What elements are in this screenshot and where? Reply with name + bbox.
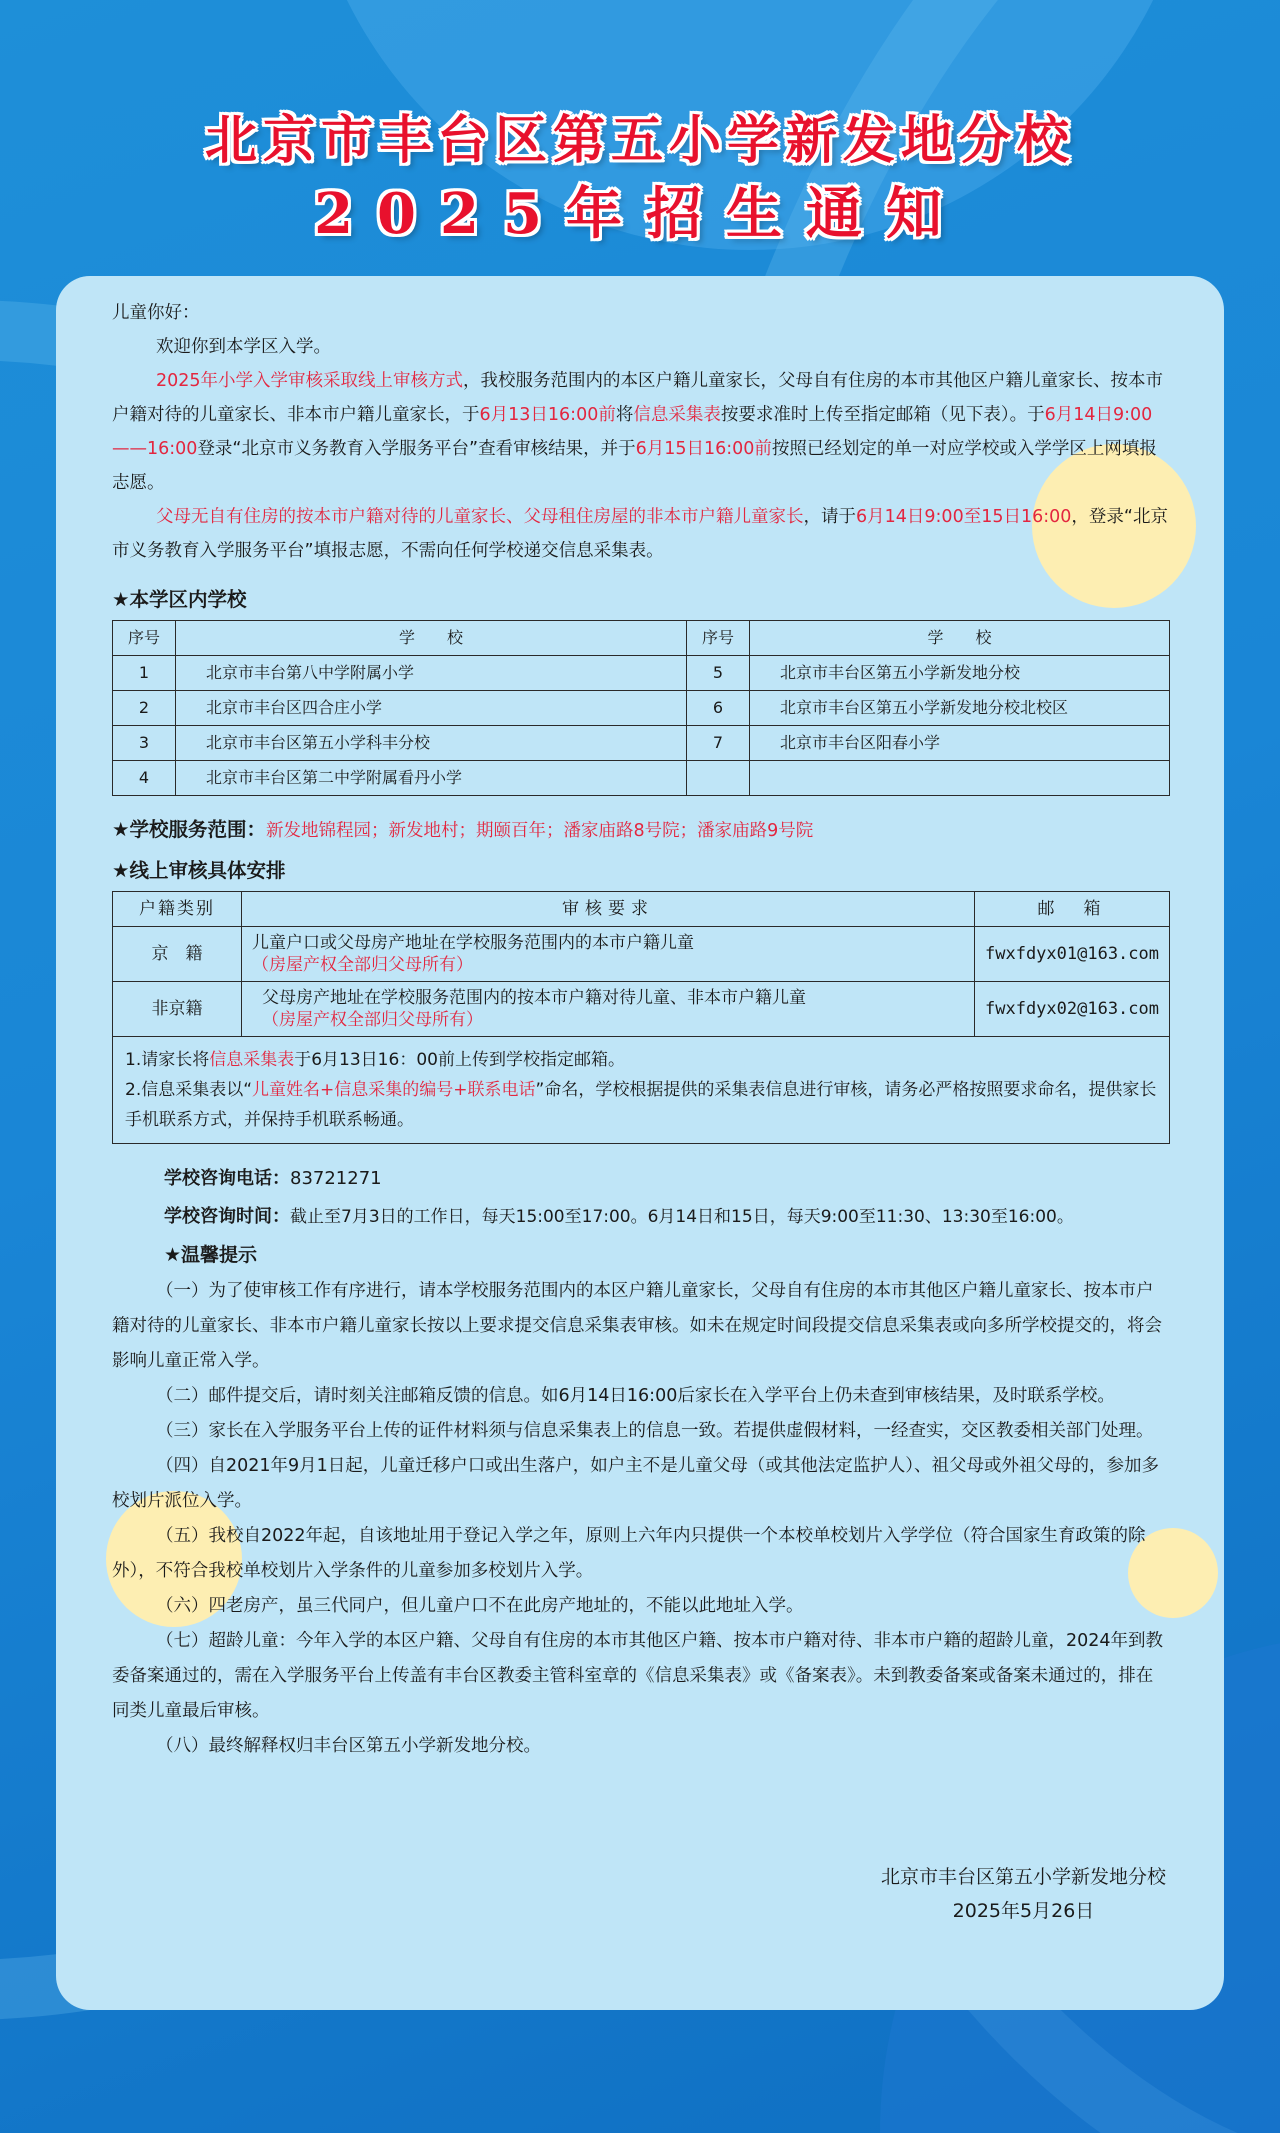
cell: 北京市丰台区第五小学新发地分校: [750, 656, 1170, 691]
service-label: ★学校服务范围：: [112, 818, 266, 841]
highlight: 6月15日16:00前: [635, 439, 772, 459]
contact-info: [112, 1160, 1170, 1274]
highlight: 父母无自有住房的按本市户籍对待的儿童家长、父母租住房屋的非本市户籍儿童家长: [156, 507, 804, 527]
table-header: [113, 892, 1170, 927]
text: ，我校服务范围内的本区户籍儿童家长，父母自有住房的本市其他区户籍儿童家长、按本市户籍对待的儿童家长、非本市户籍儿童家长，于: [112, 371, 1164, 425]
table-row: [113, 982, 1170, 1037]
cell: 4: [113, 761, 176, 796]
highlight: 6月14日9:00——16:00: [112, 405, 1153, 459]
signature-org: 北京市丰台区第五小学新发地分校: [880, 1866, 1166, 1888]
table-row: [113, 726, 1170, 761]
cell: 6: [687, 691, 750, 726]
intro-paragraph-2: [112, 500, 1170, 568]
audit-heading: ★线上审核具体安排: [112, 859, 286, 882]
text: ，登录“北京市义务教育入学服务平台”填报志愿，不需向任何学校递交信息采集表。: [112, 507, 1168, 561]
signature-date: 2025年5月26日: [952, 1900, 1095, 1922]
cell: 3: [113, 726, 176, 761]
cell: 北京市丰台第八中学附属小学: [176, 656, 687, 691]
cell: 北京市丰台区四合庄小学: [176, 691, 687, 726]
highlight: 2025年小学入学审核采取线上审核方式: [156, 371, 464, 391]
highlight: 信息采集表: [633, 405, 721, 425]
col-school: 学 校: [750, 621, 1170, 656]
cell: 2: [113, 691, 176, 726]
text: ”命名，学校根据提供的采集表信息进行审核，请务必严格按照要求命名，提供家长手机联系方式，并保持手机联系畅通。: [125, 1080, 1157, 1130]
contact-phone: [164, 1160, 1170, 1198]
tip-item: （二）邮件提交后，请时刻关注邮箱反馈的信息。如6月14日16:00后家长在入学平台上仍未查到审核结果，及时联系学校。: [156, 1386, 1115, 1406]
requirement-text: 儿童户口或父母房产地址在学校服务范围内的本市户籍儿童: [252, 933, 694, 953]
label: 学校咨询时间：: [164, 1206, 290, 1227]
phone-number: 83721271: [290, 1168, 382, 1189]
consult-time: 截止至7月3日的工作日，每天15:00至17:00。6月14日和15日，每天9:00至11:30、13:30至16:00。: [290, 1207, 1074, 1227]
requirement-text: 父母房产地址在学校服务范围内的按本市户籍对待儿童、非本市户籍儿童: [262, 988, 806, 1008]
highlight: 信息采集表: [209, 1050, 295, 1070]
table-row: [113, 656, 1170, 691]
welcome-text: 欢迎你到本学区入学。: [156, 337, 331, 357]
highlight: 儿童姓名+信息采集的编号+联系电话: [252, 1080, 536, 1100]
tip-item: （七）超龄儿童：今年入学的本区户籍、父母自有住房的本市其他区户籍、按本市户籍对待、非本市户籍的超龄儿童，2024年到教委备案通过的，需在入学服务平台上传盖有丰台区教委主管科室章的《信息采集表》或《备案表》。未到教委备案或备案未通过的，排在同类儿童最后审核。: [112, 1631, 1164, 1721]
text: 按照已经划定的单一对应学校或入学学区上网填报志愿。: [112, 439, 1157, 493]
cell: 北京市丰台区第五小学新发地分校北校区: [750, 691, 1170, 726]
col-type: 户籍类别: [113, 892, 242, 927]
schools-heading: ★本学区内学校: [112, 588, 247, 611]
cell: [242, 927, 975, 982]
tip-item: （六）四老房产，虽三代同户，但儿童户口不在此房产地址的，不能以此地址入学。: [156, 1596, 804, 1616]
table-header: [113, 621, 1170, 656]
text: ，请于: [803, 507, 856, 527]
table-row: [113, 927, 1170, 982]
page-subtitle: 2025年招生通知: [314, 181, 966, 247]
email-address: fwxfdyx01@163.com: [975, 927, 1170, 982]
tip-item: （一）为了使审核工作有序进行，请本学校服务范围内的本区户籍儿童家长，父母自有住房的本市其他区户籍儿童家长、按本市户籍对待的儿童家长、非本市户籍儿童家长按以上要求提交信息采集表审核。如未在规定时间段提交信息采集表或向多所学校提交的，将会影响儿童正常入学。: [112, 1281, 1162, 1371]
email-address: fwxfdyx02@163.com: [975, 982, 1170, 1037]
cell: [242, 982, 975, 1037]
cell: 北京市丰台区阳春小学: [750, 726, 1170, 761]
cell: 北京市丰台区第五小学科丰分校: [176, 726, 687, 761]
service-value: 新发地锦程园；新发地村；期颐百年；潘家庙路8号院；潘家庙路9号院: [265, 821, 814, 841]
greeting: 儿童你好：: [112, 303, 200, 323]
cell: 1: [113, 656, 176, 691]
col-requirement: 审核要求: [242, 892, 975, 927]
highlight: 6月13日16:00前: [479, 405, 616, 425]
text: 于6月13日16：00前上传到学校指定邮箱。: [294, 1050, 625, 1070]
page-title: 北京市丰台区第五小学新发地分校: [204, 110, 1075, 171]
text: 1.请家长将: [125, 1050, 210, 1070]
text: 将: [615, 405, 634, 425]
col-no: 序号: [113, 621, 176, 656]
cell: 京 籍: [113, 927, 242, 982]
table-row: [113, 761, 1170, 796]
label: 学校咨询电话：: [164, 1168, 290, 1189]
audit-table: [112, 891, 1170, 1144]
notes-row: [113, 1037, 1170, 1144]
tip-item: （五）我校自2022年起，自该地址用于登记入学之年，原则上六年内只提供一个本校单校划片入学学位（符合国家生育政策的除外），不符合我校单校划片入学条件的儿童参加多校划片入学。: [112, 1526, 1146, 1581]
notice-content: [112, 296, 1170, 1764]
service-range: [112, 810, 1170, 851]
col-mail: 邮 箱: [975, 892, 1170, 927]
signature: [881, 1860, 1166, 1928]
note-1: [125, 1045, 1157, 1075]
schools-table: [112, 620, 1170, 796]
cell: 5: [687, 656, 750, 691]
col-school: 学 校: [176, 621, 687, 656]
highlight: 6月14日9:00至15日16:00: [856, 507, 1072, 527]
cell: [113, 1037, 1170, 1144]
tip-item: （八）最终解释权归丰台区第五小学新发地分校。: [156, 1736, 541, 1756]
cell: [687, 761, 750, 796]
col-no: 序号: [687, 621, 750, 656]
cell: [750, 761, 1170, 796]
table-row: [113, 691, 1170, 726]
note-2: [125, 1075, 1157, 1135]
text: 2.信息采集表以“: [125, 1080, 253, 1100]
tips-heading: ★温馨提示: [164, 1244, 258, 1266]
text: 登录“北京市义务教育入学服务平台”查看审核结果，并于: [197, 439, 636, 459]
requirement-note: （房屋产权全部归父母所有）: [262, 1010, 483, 1030]
cell: 7: [687, 726, 750, 761]
tip-item: （三）家长在入学服务平台上传的证件材料须与信息采集表上的信息一致。若提供虚假材料，一经查实，交区教委相关部门处理。: [156, 1421, 1154, 1441]
contact-time: [164, 1198, 1170, 1236]
cell: 非京籍: [113, 982, 242, 1037]
tip-item: （四）自2021年9月1日起，儿童迁移户口或出生落户，如户主不是儿童父母（或其他法定监护人）、祖父母或外祖父母的，参加多校划片派位入学。: [112, 1456, 1160, 1511]
requirement-note: （房屋产权全部归父母所有）: [252, 955, 473, 975]
text: 按要求准时上传至指定邮箱（见下表）。于: [720, 405, 1045, 425]
tips-list: [112, 1274, 1170, 1764]
cell: 北京市丰台区第二中学附属看丹小学: [176, 761, 687, 796]
intro-paragraph-1: [112, 364, 1170, 500]
